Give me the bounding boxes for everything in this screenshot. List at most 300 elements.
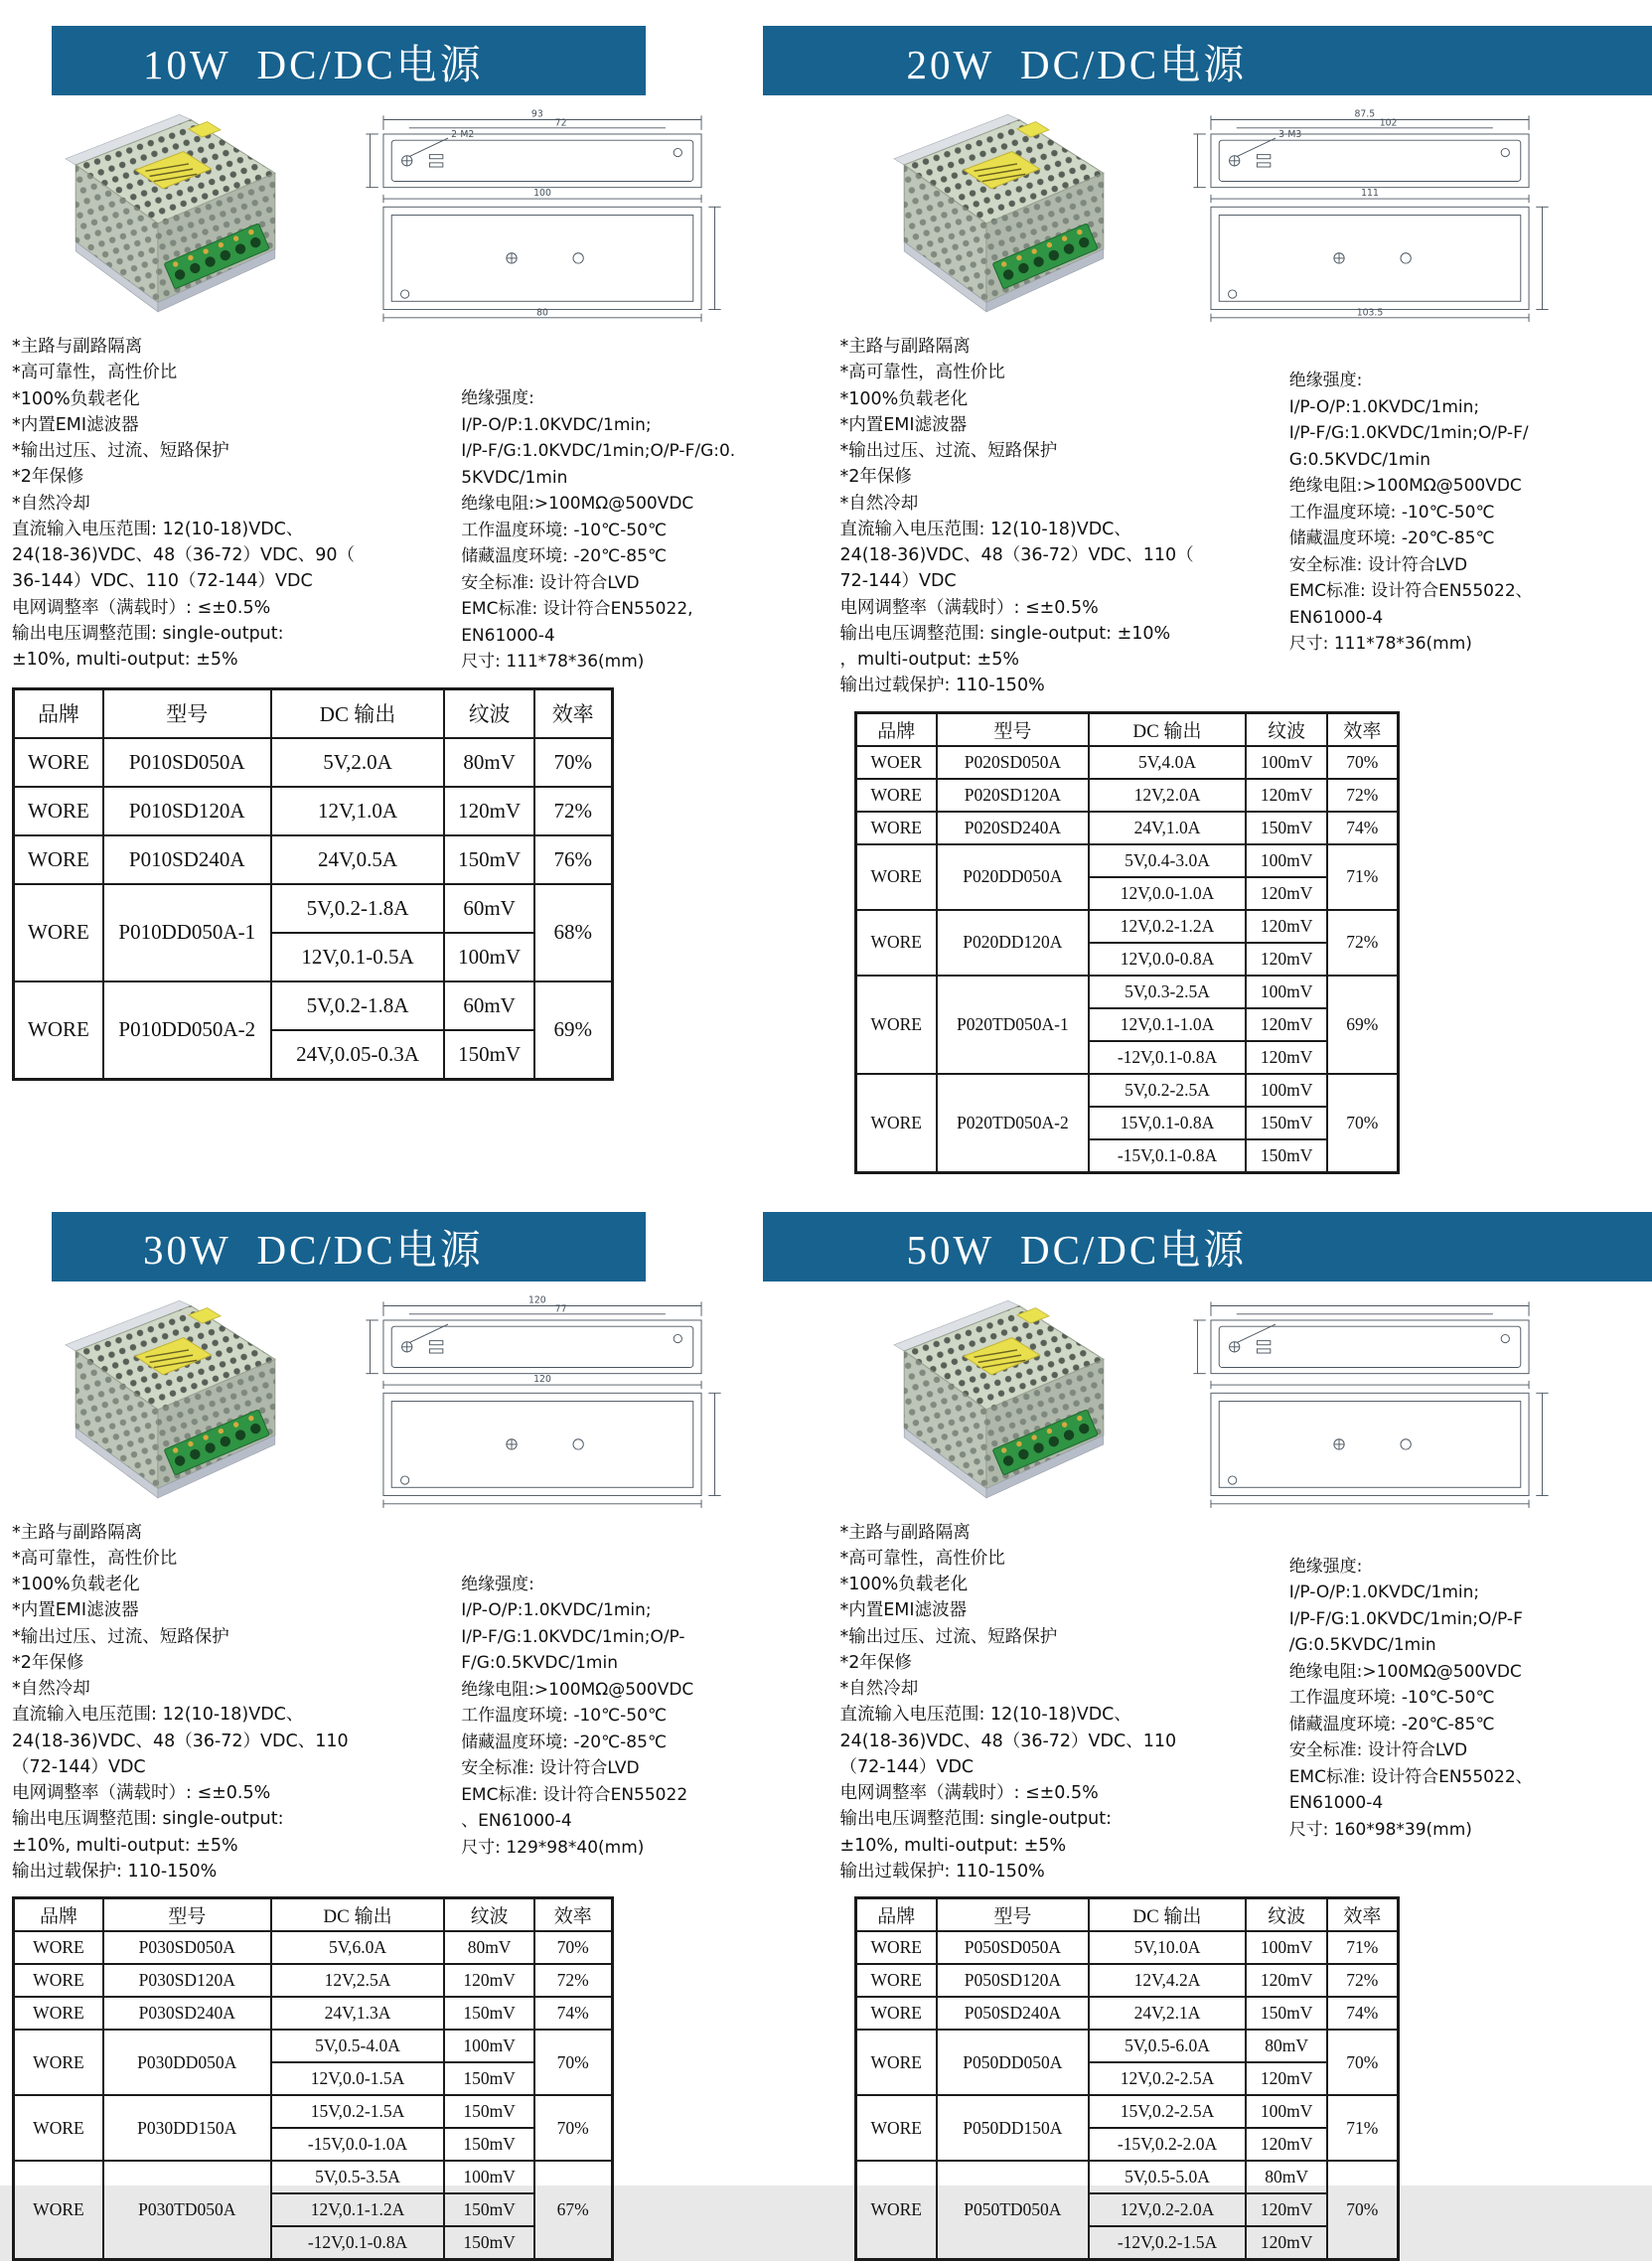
feature-line: 输出电压调整范围: single-output: (840, 1806, 1289, 1832)
table-row (855, 1997, 1398, 2030)
text-row (12, 1520, 815, 1885)
dimension-drawing (1136, 1287, 1642, 1510)
spec-line: 绝缘强度: (461, 385, 814, 412)
spec-line: I/P-O/P:1.0KVDC/1min; (1289, 394, 1642, 421)
ripple-cell: 120mV (1246, 2062, 1327, 2095)
dc-output-cell: 5V,0.5-6.0A (1089, 2030, 1246, 2062)
sections-grid (12, 14, 1642, 2261)
table-row (14, 1931, 613, 1964)
efficiency-cell: 70% (534, 738, 612, 787)
dc-output-cell: -12V,0.2-1.5A (1089, 2226, 1246, 2260)
efficiency-cell: 71% (1327, 844, 1398, 910)
spec-line: 储藏温度环境: -20℃-85℃ (1289, 1712, 1642, 1738)
table-row (855, 844, 1398, 877)
dimension-label: 100 (533, 188, 551, 199)
dc-output-cell: 24V,1.0A (1089, 812, 1246, 844)
feature-line: *2年保修 (840, 1650, 1289, 1676)
ripple-cell: 100mV (1246, 844, 1327, 877)
table-header-row (14, 688, 613, 738)
model-cell: P050TD050A (937, 2161, 1089, 2260)
ripple-cell: 150mV (444, 1997, 533, 2030)
brand-cell: WORE (855, 812, 937, 844)
dimension-label: 2-M2 (451, 129, 474, 140)
brand-cell: WORE (14, 787, 103, 835)
efficiency-cell: 71% (1327, 1931, 1398, 1964)
efficiency-cell: 70% (1327, 1074, 1398, 1173)
model-cell: P010SD120A (103, 787, 271, 835)
spec-line: 绝缘强度: (1289, 1554, 1642, 1581)
ripple-cell: 150mV (1246, 1997, 1327, 2030)
dc-output-cell: 15V,0.2-1.5A (271, 2095, 445, 2128)
feature-line: *主路与副路隔离 (840, 1520, 1289, 1546)
dimension-label: 120 (528, 1294, 546, 1305)
spec-line: I/P-O/P:1.0KVDC/1min; (461, 412, 814, 439)
section-title: 30W DC/DC电源 (52, 1217, 484, 1276)
dc-output-cell: 12V,0.2-2.5A (1089, 2062, 1246, 2095)
table-row (855, 2161, 1398, 2193)
ripple-cell: 120mV (1246, 943, 1327, 976)
brand-cell: WORE (855, 844, 937, 910)
product-section (12, 1200, 815, 2261)
ripple-cell: 120mV (444, 1964, 533, 1997)
dimension-label: 87.5 (1355, 108, 1376, 119)
dc-output-cell: 12V,2.0A (1089, 779, 1246, 812)
dc-output-cell: 12V,0.2-1.2A (1089, 910, 1246, 943)
table-row (855, 1074, 1398, 1107)
features-list (12, 334, 461, 673)
table-row (855, 779, 1398, 812)
table-header-cell: 型号 (937, 712, 1089, 746)
spec-line: F/G:0.5KVDC/1min (461, 1650, 814, 1677)
model-cell: P050SD050A (937, 1931, 1089, 1964)
ripple-cell: 150mV (1246, 1139, 1327, 1173)
dc-output-cell: 12V,0.0-0.8A (1089, 943, 1246, 976)
feature-line: *自然冷却 (840, 1676, 1289, 1702)
table-header-cell: 品牌 (855, 1898, 937, 1932)
ripple-cell: 150mV (444, 2062, 533, 2095)
table-header-cell: 品牌 (855, 712, 937, 746)
dimension-label: 77 (554, 1303, 566, 1314)
specs-list (461, 334, 814, 676)
section-banner (763, 26, 1652, 95)
table-body (14, 1931, 613, 2260)
brand-cell: WORE (14, 2161, 103, 2260)
ripple-cell: 60mV (444, 981, 533, 1030)
text-row (12, 334, 815, 676)
feature-line: 输出过载保护: 110-150% (12, 1859, 461, 1884)
ripple-cell: 150mV (1246, 812, 1327, 844)
spec-line: /G:0.5KVDC/1min (1289, 1632, 1642, 1659)
spec-line: 绝缘电阻:>100MΩ@500VDC (461, 491, 814, 518)
spec-line: I/P-F/G:1.0KVDC/1min;O/P-F (1289, 1606, 1642, 1633)
spec-line: 尺寸: 129*98*40(mm) (461, 1835, 814, 1862)
spec-line: EN61000-4 (1289, 1790, 1642, 1817)
feature-line: *高可靠性，高性价比 (840, 360, 1289, 385)
spec-table (12, 1896, 614, 2261)
spec-line: 绝缘电阻:>100MΩ@500VDC (1289, 1659, 1642, 1686)
spec-line: 绝缘电阻:>100MΩ@500VDC (1289, 473, 1642, 500)
ripple-cell: 100mV (444, 2030, 533, 2062)
table-row (855, 746, 1398, 779)
dc-output-cell: 12V,0.1-1.2A (271, 2193, 445, 2226)
brand-cell: WORE (855, 1931, 937, 1964)
ripple-cell: 150mV (444, 835, 533, 884)
dc-output-cell: 24V,2.1A (1089, 1997, 1246, 2030)
feature-line: *内置EMI滤波器 (840, 412, 1289, 438)
spec-table (854, 711, 1400, 1174)
ripple-cell: 150mV (1246, 1107, 1327, 1139)
dimension-drawing-image (1136, 103, 1603, 324)
spec-table (12, 687, 614, 1081)
feature-line: 输出过载保护: 110-150% (840, 673, 1289, 698)
ripple-cell: 100mV (1246, 2095, 1327, 2128)
model-cell: P010DD050A-1 (103, 884, 271, 981)
product-photo (12, 101, 309, 324)
feature-line: 24(18-36)VDC、48（36-72）VDC、110 (12, 1729, 461, 1754)
table-row (855, 910, 1398, 943)
feature-line: *自然冷却 (12, 491, 461, 517)
dimension-label: 120 (533, 1373, 551, 1384)
spec-line: 绝缘强度: (461, 1572, 814, 1598)
feature-line: 36-144）VDC、110（72-144）VDC (12, 568, 461, 594)
ripple-cell: 100mV (1246, 746, 1327, 779)
table-header-cell: 型号 (103, 688, 271, 738)
model-cell: P010DD050A-2 (103, 981, 271, 1080)
ripple-cell: 150mV (444, 2226, 533, 2260)
ripple-cell: 80mV (1246, 2161, 1327, 2193)
spec-table (854, 1896, 1400, 2261)
feature-line: *100%负载老化 (12, 386, 461, 412)
dc-output-cell: 5V,10.0A (1089, 1931, 1246, 1964)
dc-output-cell: 12V,0.1-0.5A (271, 933, 445, 981)
text-row (840, 1520, 1643, 1885)
spec-line: EN61000-4 (461, 623, 814, 650)
table-header-cell: 纹波 (1246, 712, 1327, 746)
ripple-cell: 100mV (444, 2161, 533, 2193)
brand-cell: WORE (855, 779, 937, 812)
dimension-drawing-image (309, 1289, 776, 1510)
feature-line: *自然冷却 (840, 491, 1289, 517)
model-cell: P020TD050A-2 (937, 1074, 1089, 1173)
brand-cell: WORE (14, 1931, 103, 1964)
spec-line: 尺寸: 111*78*36(mm) (461, 649, 814, 676)
dimension-label: 102 (1380, 118, 1398, 129)
table-header-row (14, 1898, 613, 1932)
feature-line: *主路与副路隔离 (12, 334, 461, 360)
spec-line: EMC标准: 设计符合EN55022、 (1289, 578, 1642, 605)
feature-line: *100%负载老化 (840, 1572, 1289, 1597)
feature-line: *2年保修 (840, 464, 1289, 490)
media-row (12, 1287, 815, 1510)
product-photo (840, 1287, 1137, 1510)
feature-line: 输出电压调整范围: single-output: ±10% (840, 621, 1289, 647)
table-header-cell: 纹波 (444, 688, 533, 738)
spec-line: 储藏温度环境: -20℃-85℃ (461, 543, 814, 570)
feature-line: *内置EMI滤波器 (12, 1597, 461, 1623)
dimension-drawing (309, 101, 815, 324)
ripple-cell: 120mV (1246, 779, 1327, 812)
spec-line: I/P-O/P:1.0KVDC/1min; (1289, 1580, 1642, 1606)
table-row (855, 2095, 1398, 2128)
feature-line: ±10%, multi-output: ±5% (12, 1833, 461, 1859)
brand-cell: WORE (855, 2095, 937, 2161)
section-banner (52, 26, 646, 95)
spec-line: 储藏温度环境: -20℃-85℃ (461, 1730, 814, 1756)
brand-cell: WORE (14, 738, 103, 787)
spec-line: I/P-F/G:1.0KVDC/1min;O/P-F/ (1289, 420, 1642, 447)
dc-output-cell: 12V,0.1-1.0A (1089, 1008, 1246, 1041)
table-body (855, 746, 1398, 1173)
model-cell: P010SD240A (103, 835, 271, 884)
ripple-cell: 100mV (444, 933, 533, 981)
feature-line: 24(18-36)VDC、48（36-72）VDC、110（ (840, 542, 1289, 568)
dc-output-cell: 12V,2.5A (271, 1964, 445, 1997)
ripple-cell: 120mV (1246, 1041, 1327, 1074)
spec-line: 、EN61000-4 (461, 1808, 814, 1835)
dc-output-cell: 5V,0.5-3.5A (271, 2161, 445, 2193)
model-cell: P020DD120A (937, 910, 1089, 976)
table-header-cell: 效率 (1327, 712, 1398, 746)
table-row (855, 1931, 1398, 1964)
brand-cell: WORE (14, 1964, 103, 1997)
brand-cell: WORE (855, 2161, 937, 2260)
dc-output-cell: 15V,0.1-0.8A (1089, 1107, 1246, 1139)
ripple-cell: 120mV (1246, 1008, 1327, 1041)
dc-output-cell: 24V,1.3A (271, 1997, 445, 2030)
product-section (840, 1200, 1643, 2261)
dc-output-cell: 5V,0.4-3.0A (1089, 844, 1246, 877)
feature-line: 电网调整率（满载时）: ≤±0.5% (840, 595, 1289, 621)
dc-output-cell: 15V,0.2-2.5A (1089, 2095, 1246, 2128)
efficiency-cell: 72% (534, 1964, 612, 1997)
dc-output-cell: 12V,0.0-1.0A (1089, 877, 1246, 910)
feature-line: *2年保修 (12, 1650, 461, 1676)
efficiency-cell: 70% (1327, 746, 1398, 779)
table-row (14, 884, 613, 933)
efficiency-cell: 74% (1327, 1997, 1398, 2030)
feature-line: 直流输入电压范围: 12(10-18)VDC、 (12, 517, 461, 542)
product-section (840, 14, 1643, 1174)
ripple-cell: 120mV (1246, 2193, 1327, 2226)
dimension-label: 72 (554, 118, 566, 129)
features-list (840, 1520, 1289, 1885)
feature-line: ，multi-output: ±5% (840, 647, 1289, 673)
ripple-cell: 150mV (444, 2128, 533, 2161)
media-row (12, 101, 815, 324)
brand-cell: WORE (855, 1074, 937, 1173)
model-cell: P050DD150A (937, 2095, 1089, 2161)
efficiency-cell: 72% (1327, 1964, 1398, 1997)
ripple-cell: 60mV (444, 884, 533, 933)
efficiency-cell: 70% (534, 2095, 612, 2161)
features-list (840, 334, 1289, 699)
ripple-cell: 150mV (444, 2193, 533, 2226)
brand-cell: WORE (855, 2030, 937, 2095)
feature-line: 直流输入电压范围: 12(10-18)VDC、 (840, 1702, 1289, 1728)
model-cell: P020SD120A (937, 779, 1089, 812)
power-supply-photo-image (36, 105, 284, 316)
ripple-cell: 100mV (1246, 1931, 1327, 1964)
spec-line: 绝缘强度: (1289, 368, 1642, 394)
model-cell: P050SD120A (937, 1964, 1089, 1997)
ripple-cell: 120mV (1246, 877, 1327, 910)
dimension-drawing-image (309, 103, 776, 324)
specs-list (1289, 1520, 1642, 1844)
feature-line: （72-144）VDC (840, 1754, 1289, 1780)
model-cell: P030TD050A (103, 2161, 271, 2260)
table-row (855, 812, 1398, 844)
efficiency-cell: 71% (1327, 2095, 1398, 2161)
feature-line: 电网调整率（满载时）: ≤±0.5% (12, 595, 461, 621)
section-banner (763, 1212, 1652, 1281)
feature-line: *高可靠性，高性价比 (12, 360, 461, 385)
ripple-cell: 80mV (1246, 2030, 1327, 2062)
dimension-label: 111 (1361, 188, 1379, 199)
table-header-row (855, 712, 1398, 746)
feature-line: *内置EMI滤波器 (12, 412, 461, 438)
dimension-label: 93 (531, 108, 543, 119)
ripple-cell: 100mV (1246, 1074, 1327, 1107)
efficiency-cell: 70% (534, 1931, 612, 1964)
spec-line: EN61000-4 (1289, 605, 1642, 632)
spec-line: 安全标准: 设计符合LVD (1289, 552, 1642, 579)
product-photo (840, 101, 1137, 324)
efficiency-cell: 68% (534, 884, 612, 981)
table-row (14, 2161, 613, 2193)
model-cell: P030DD050A (103, 2030, 271, 2095)
spec-line: 尺寸: 111*78*36(mm) (1289, 631, 1642, 658)
table-header-cell: DC 输出 (1089, 1898, 1246, 1932)
table-row (14, 981, 613, 1030)
table-row (14, 787, 613, 835)
feature-line: （72-144）VDC (12, 1754, 461, 1780)
section-title: 10W DC/DC电源 (52, 32, 484, 90)
brand-cell: WORE (14, 2095, 103, 2161)
spec-line: 工作温度环境: -10℃-50℃ (461, 1703, 814, 1730)
ripple-cell: 120mV (1246, 1964, 1327, 1997)
efficiency-cell: 76% (534, 835, 612, 884)
feature-line: 输出电压调整范围: single-output: (12, 621, 461, 647)
table-row (14, 835, 613, 884)
feature-line: *主路与副路隔离 (12, 1520, 461, 1546)
dimension-label: 3-M3 (1278, 129, 1301, 140)
model-cell: P020TD050A-1 (937, 976, 1089, 1074)
section-banner (52, 1212, 646, 1281)
dc-output-cell: 5V,4.0A (1089, 746, 1246, 779)
efficiency-cell: 69% (1327, 976, 1398, 1074)
feature-line: 电网调整率（满载时）: ≤±0.5% (840, 1780, 1289, 1806)
product-photo (12, 1287, 309, 1510)
dc-output-cell: -12V,0.1-0.8A (271, 2226, 445, 2260)
dc-output-cell: 24V,0.5A (271, 835, 445, 884)
spec-line: 储藏温度环境: -20℃-85℃ (1289, 526, 1642, 552)
model-cell: P020SD240A (937, 812, 1089, 844)
efficiency-cell: 74% (1327, 812, 1398, 844)
model-cell: P010SD050A (103, 738, 271, 787)
model-cell: P030SD050A (103, 1931, 271, 1964)
feature-line: *高可靠性，高性价比 (840, 1546, 1289, 1572)
ripple-cell: 80mV (444, 1931, 533, 1964)
dc-output-cell: -15V,0.0-1.0A (271, 2128, 445, 2161)
table-header-row (855, 1898, 1398, 1932)
dc-output-cell: -15V,0.2-2.0A (1089, 2128, 1246, 2161)
table-row (14, 738, 613, 787)
table-header-cell: 品牌 (14, 688, 103, 738)
efficiency-cell: 70% (534, 2030, 612, 2095)
efficiency-cell: 74% (534, 1997, 612, 2030)
dc-output-cell: 5V,2.0A (271, 738, 445, 787)
spec-line: I/P-O/P:1.0KVDC/1min; (461, 1597, 814, 1624)
spec-line: I/P-F/G:1.0KVDC/1min;O/P-F/G:0. (461, 438, 814, 465)
feature-line: *主路与副路隔离 (840, 334, 1289, 360)
table-header-cell: 效率 (1327, 1898, 1398, 1932)
dc-output-cell: 12V,0.0-1.5A (271, 2062, 445, 2095)
feature-line: *高可靠性，高性价比 (12, 1546, 461, 1572)
table-header-cell: DC 输出 (1089, 712, 1246, 746)
dimension-drawing (1136, 101, 1642, 324)
feature-line: *输出过压、过流、短路保护 (12, 438, 461, 464)
brand-cell: WORE (855, 976, 937, 1074)
efficiency-cell: 69% (534, 981, 612, 1080)
feature-line: 24(18-36)VDC、48（36-72）VDC、110 (840, 1729, 1289, 1754)
table-row (855, 1964, 1398, 1997)
feature-line: *内置EMI滤波器 (840, 1597, 1289, 1623)
brand-cell: WORE (855, 1997, 937, 2030)
media-row (840, 1287, 1643, 1510)
dc-output-cell: 12V,4.2A (1089, 1964, 1246, 1997)
ripple-cell: 120mV (1246, 2226, 1327, 2260)
table-header-cell: 效率 (534, 688, 612, 738)
model-cell: P020SD050A (937, 746, 1089, 779)
ripple-cell: 100mV (1246, 976, 1327, 1008)
table-body (855, 1931, 1398, 2260)
feature-line: *输出过压、过流、短路保护 (12, 1624, 461, 1650)
spec-line: 安全标准: 设计符合LVD (461, 570, 814, 597)
table-body (14, 738, 613, 1080)
brand-cell: WOER (855, 746, 937, 779)
brand-cell: WORE (855, 1964, 937, 1997)
table-header-cell: 纹波 (444, 1898, 533, 1932)
feature-line: 输出电压调整范围: single-output: (12, 1806, 461, 1832)
feature-line: *输出过压、过流、短路保护 (840, 438, 1289, 464)
dimension-label: 103.5 (1357, 308, 1384, 319)
feature-line: 直流输入电压范围: 12(10-18)VDC、 (840, 517, 1289, 542)
spec-line: 工作温度环境: -10℃-50℃ (1289, 1685, 1642, 1712)
ripple-cell: 80mV (444, 738, 533, 787)
ripple-cell: 120mV (1246, 2128, 1327, 2161)
spec-line: 工作温度环境: -10℃-50℃ (1289, 500, 1642, 527)
table-row (14, 2095, 613, 2128)
media-row (840, 101, 1643, 324)
spec-line: 尺寸: 160*98*39(mm) (1289, 1817, 1642, 1844)
dc-output-cell: 5V,0.2-1.8A (271, 884, 445, 933)
spec-line: EMC标准: 设计符合EN55022, (461, 596, 814, 623)
feature-line: 24(18-36)VDC、48（36-72）VDC、90（ (12, 542, 461, 568)
dimension-label: 80 (536, 308, 548, 319)
brand-cell: WORE (14, 835, 103, 884)
specs-list (1289, 334, 1642, 658)
spec-line: I/P-F/G:1.0KVDC/1min;O/P- (461, 1624, 814, 1651)
feature-line: *2年保修 (12, 464, 461, 490)
brand-cell: WORE (14, 1997, 103, 2030)
power-supply-photo-image (864, 105, 1113, 316)
spec-line: EMC标准: 设计符合EN55022 (461, 1782, 814, 1809)
model-cell: P030SD120A (103, 1964, 271, 1997)
ripple-cell: 120mV (1246, 910, 1327, 943)
brand-cell: WORE (14, 981, 103, 1080)
product-section (12, 14, 815, 1174)
model-cell: P030SD240A (103, 1997, 271, 2030)
